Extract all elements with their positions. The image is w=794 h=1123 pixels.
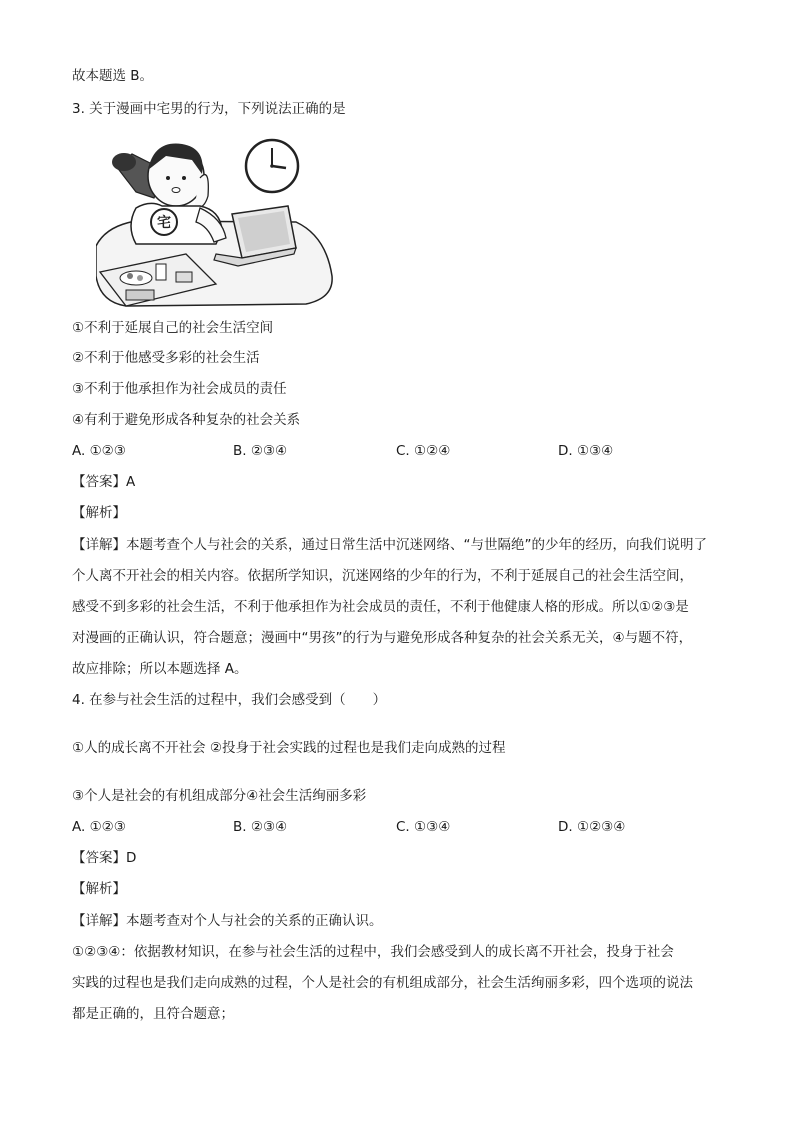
q4-option-d: D. ①②③④	[558, 819, 626, 835]
q3-detail-line-5: 故应排除；所以本题选择 A。	[72, 661, 248, 677]
q3-detail-line-2: 个人离不开社会的相关内容。依据所学知识，沉迷网络的少年的行为，不利于延展自己的社会生活空间，	[72, 568, 693, 584]
q3-detail-line-4: 对漫画的正确认识，符合题意；漫画中“男孩”的行为与避免形成各种复杂的社会关系无关，④与题不符，	[72, 630, 693, 646]
previous-conclusion: 故本题选 B。	[72, 68, 154, 84]
q3-option-c: C. ①②④	[396, 443, 451, 459]
q3-item-3: ③不利于他承担作为社会成员的责任	[72, 381, 287, 397]
q4-detail-line-1: 【详解】本题考查对个人与社会的关系的正确认识。	[72, 913, 383, 929]
q4-option-a: A. ①②③	[72, 819, 126, 835]
q4-option-b: B. ②③④	[233, 819, 288, 835]
q3-item-4: ④有利于避免形成各种复杂的社会关系	[72, 412, 301, 428]
shirt-character: 宅	[157, 215, 171, 231]
q3-analysis-heading: 【解析】	[72, 505, 126, 521]
q4-detail-line-3: 实践的过程也是我们走向成熟的过程，个人是社会的有机组成部分，社会生活绚丽多彩，四个选项的说法	[72, 975, 693, 991]
question-4-stem: 4. 在参与社会生活的过程中，我们会感受到（ ）	[72, 692, 387, 708]
q3-item-2: ②不利于他感受多彩的社会生活	[72, 350, 260, 366]
q4-detail-line-2: ①②③④：依据教材知识，在参与社会生活的过程中，我们会感受到人的成长离不开社会，投身于社会	[72, 944, 674, 960]
q4-answer: 【答案】D	[72, 850, 137, 866]
q4-option-c: C. ①③④	[396, 819, 451, 835]
question-3-stem: 3. 关于漫画中宅男的行为，下列说法正确的是	[72, 101, 346, 117]
q4-detail-line-4: 都是正确的，且符合题意；	[72, 1006, 234, 1022]
q3-detail-line-1: 【详解】本题考查个人与社会的关系，通过日常生活中沉迷网络、“与世隔绝”的少年的经历，向我们说明了	[72, 537, 707, 553]
cartoon-image	[96, 126, 336, 308]
q3-option-d: D. ①③④	[558, 443, 614, 459]
q3-option-b: B. ②③④	[233, 443, 288, 459]
q3-item-1: ①不利于延展自己的社会生活空间	[72, 320, 274, 336]
q3-detail-line-3: 感受不到多彩的社会生活，不利于他承担作为社会成员的责任，不利于他健康人格的形成。所以①②③是	[72, 599, 689, 615]
q4-items-line-2: ③个人是社会的有机组成部分④社会生活绚丽多彩	[72, 788, 367, 804]
q3-option-a: A. ①②③	[72, 443, 126, 459]
q4-analysis-heading: 【解析】	[72, 881, 126, 897]
q4-items-line-1: ①人的成长离不开社会 ②投身于社会实践的过程也是我们走向成熟的过程	[72, 740, 506, 756]
q3-answer: 【答案】A	[72, 474, 136, 490]
